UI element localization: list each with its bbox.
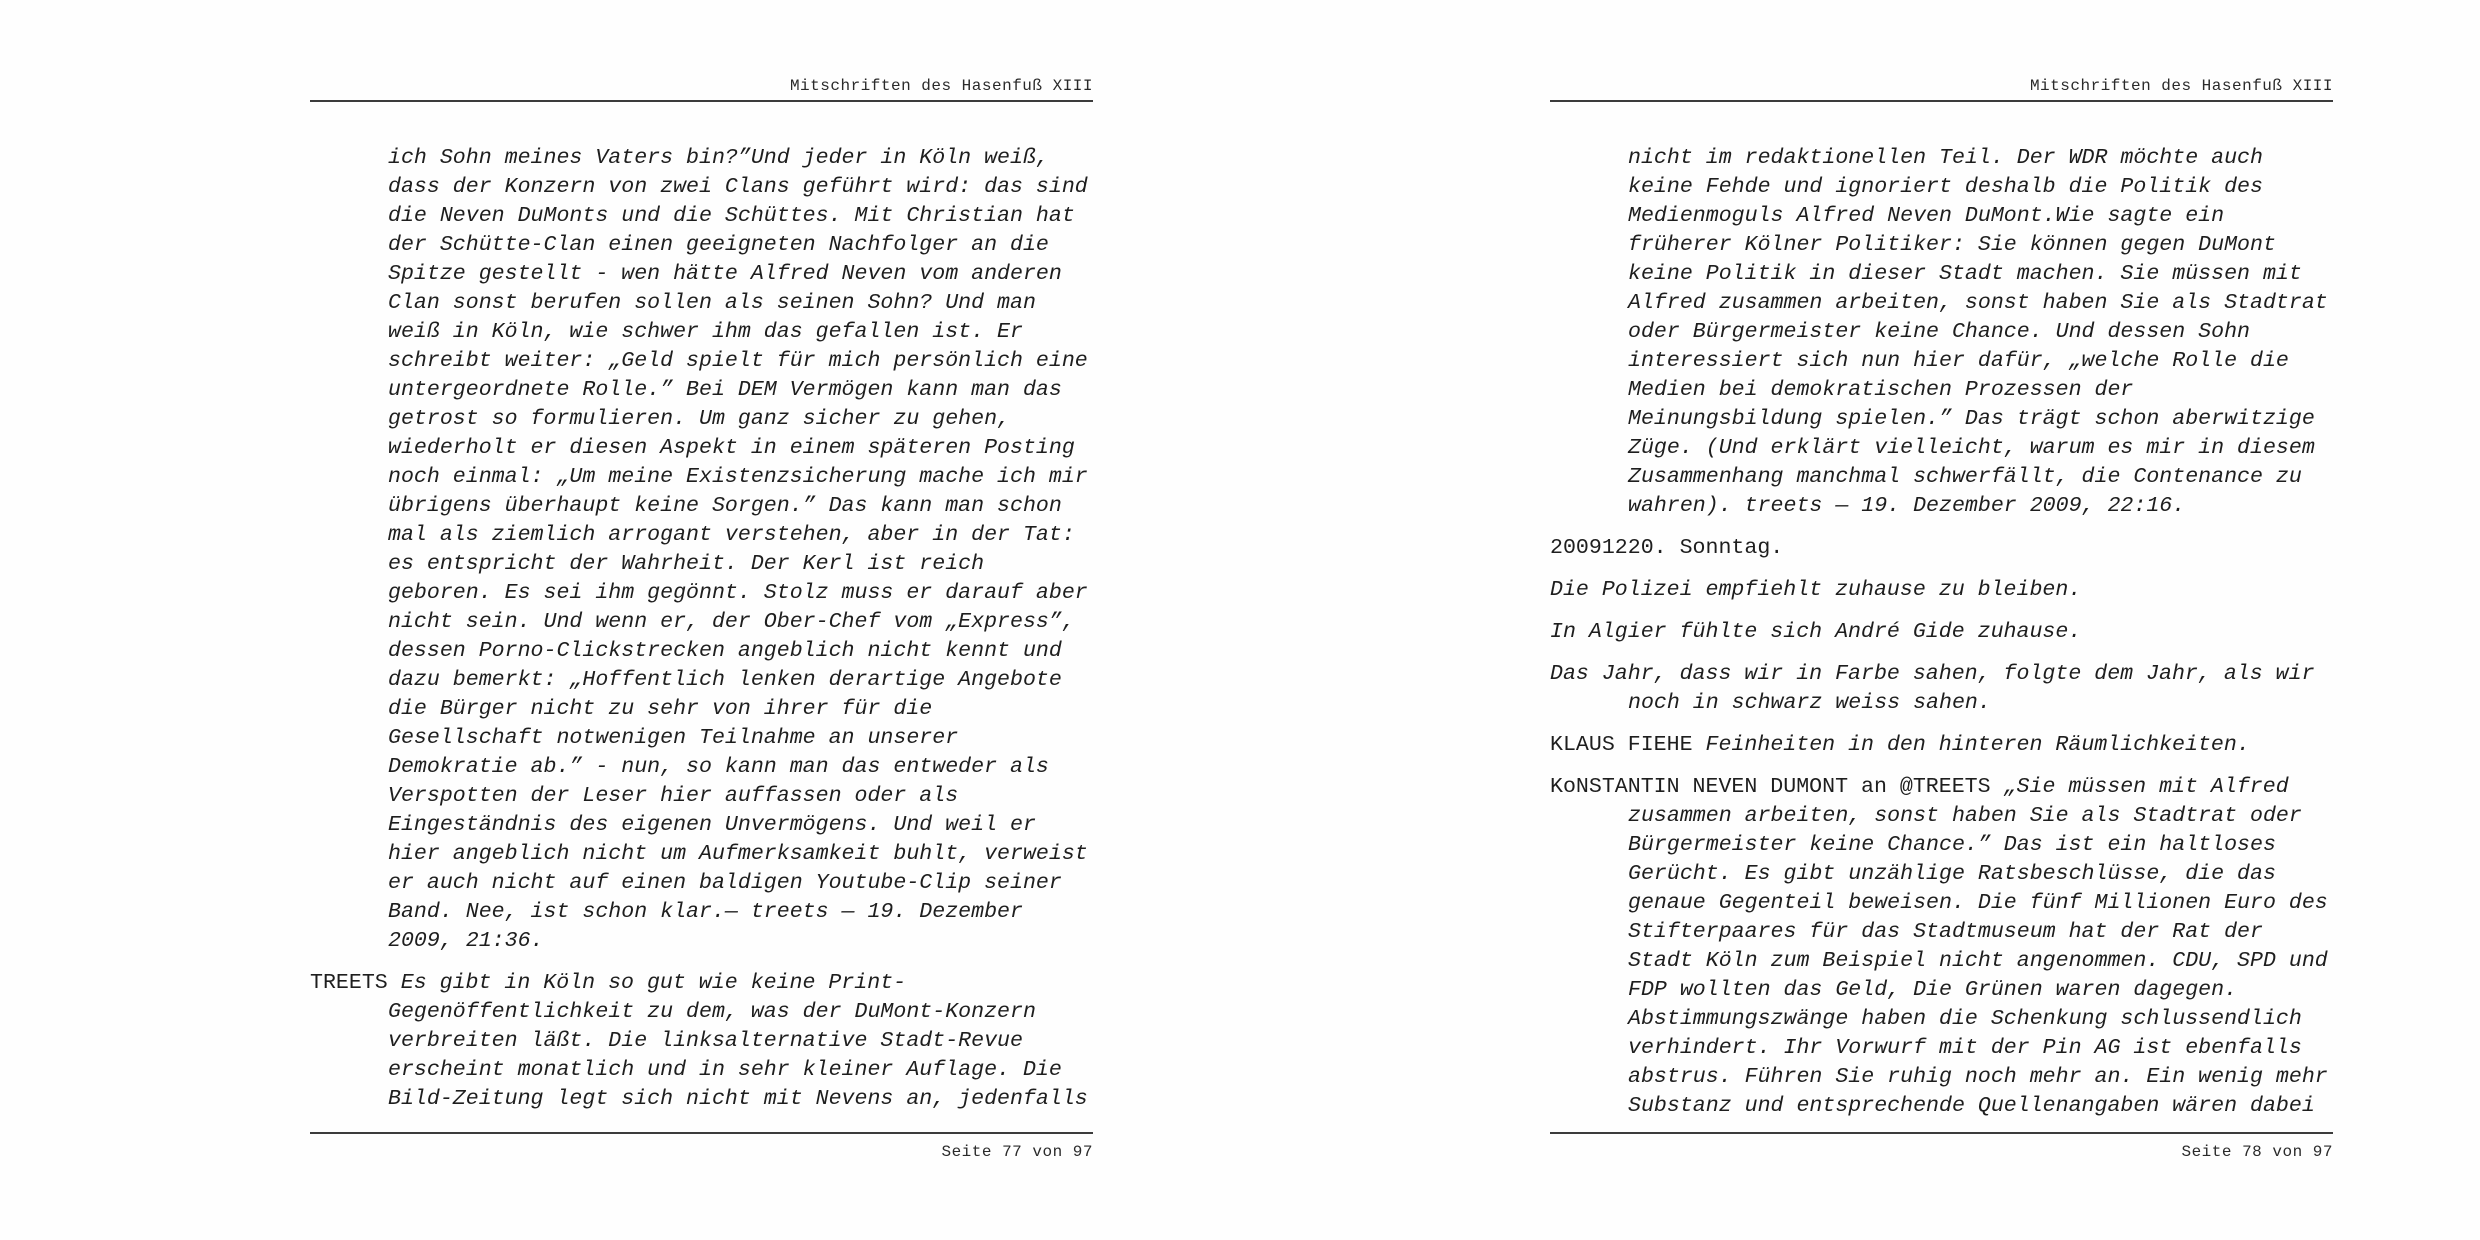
speaker-entry-paragraph <box>1550 773 2333 1121</box>
header-title: Mitschriften des Hasenfuß XIII <box>789 77 1093 95</box>
speaker-name: TREETS <box>310 971 388 995</box>
page-number: Seite 77 von 97 <box>941 1143 1093 1161</box>
page-number: Seite 78 von 97 <box>2181 1143 2333 1161</box>
aphorism-paragraph <box>1550 618 2333 647</box>
quote-continuation-paragraph <box>1550 144 2333 521</box>
page-body-left <box>310 144 1093 1126</box>
running-header-right <box>1550 0 2333 102</box>
quote-continuation-paragraph <box>310 144 1093 956</box>
page-footer-left <box>310 1132 1093 1161</box>
paragraph-text: Feinheiten in den hinteren Räumlichkeiten. <box>1705 733 2250 757</box>
speaker-entry-paragraph <box>310 969 1093 1114</box>
diary-date-paragraph <box>1550 534 2333 563</box>
paragraph-text: Die Polizei empfiehlt zuhause zu bleiben. <box>1550 578 2082 602</box>
paragraph-text: nicht im redaktionellen Teil. Der WDR möchte auch keine Fehde und ignoriert deshalb die Politik des Medienmoguls Alfred Neven DuMont.Wie sagte ein früherer Kölner Politiker: Sie können gegen DuMont keine Politik in dieser Stadt machen. Sie müssen mit Alfred zusammen arbeiten, sonst haben Sie als Stadtrat oder Bürgermeister keine Chance. Und dessen Sohn interessiert sich nun hier dafür, „welche Rolle die Medien bei demokratischen Prozessen der Meinungsbildung spielen.” Das trägt schon aberwitzige Züge. (Und erklärt vielleicht, warum es mir in diesem Zusammenhang manchmal schwerfällt, die Contenance zu wahren). treets — 19. Dezember 2009, 22:16. <box>1628 146 2328 518</box>
page-body-right <box>1550 144 2333 1126</box>
paragraph-text: ich Sohn meines Vaters bin?”Und jeder in Köln weiß, dass der Konzern von zwei Clans geführt wird: das sind die Neven DuMonts und die Schüttes. Mit Christian hat der Schütte-Clan einen geeigneten Nachfolger an die Spitze gestellt - wen hätte Alfred Neven vom anderen Clan sonst berufen sollen als seinen Sohn? Und man weiß in Köln, wie schwer ihm das gefallen ist. Er schreibt weiter: „Geld spielt für mich persönlich eine untergeordnete Rolle.” Bei DEM Vermögen kann man das getrost so formulieren. Um ganz sicher zu gehen, wiederholt er diesen Aspekt in einem späteren Posting noch einmal: „Um meine Existenzsicherung mache ich mir übrigens überhaupt keine Sorgen.” Das kann man schon mal als ziemlich arrogant verstehen, aber in der Tat: es entspricht der Wahrheit. Der Kerl ist reich geboren. Es sei ihm gegönnt. Stolz muss er darauf aber nicht sein. Und wenn er, der Ober-Chef vom „Express”, dessen Porno-Clickstrecken angeblich nicht kennt und dazu bemerkt: „Hoffentlich lenken derartige Angebote die Bürger nicht zu sehr von ihrer für die Gesellschaft notwenigen Teilnahme an unserer Demokratie ab.” - nun, so kann man das entweder als Verspotten der Leser hier auffassen oder als Eingeständnis des eigenen Unvermögens. Und weil er hier angeblich nicht um Aufmerksamkeit buhlt, verweist er auch nicht auf einen baldigen Youtube-Clip seiner Band. Nee, ist schon klar.— treets — 19. Dezember 2009, 21:36. <box>388 146 1088 953</box>
paragraph-text: Es gibt in Köln so gut wie keine Print-Gegenöffentlichkeit zu dem, was der DuMont-Konzern verbreiten läßt. Die linksalternative Stadt-Revue erscheint monatlich und in sehr kleiner Auflage. Die Bild-Zeitung legt sich nicht mit Nevens an, jedenfalls <box>388 971 1088 1111</box>
speaker-entry-paragraph <box>1550 731 2333 760</box>
paragraph-text: 20091220. Sonntag. <box>1550 536 1784 560</box>
speaker-name: KoNSTANTIN NEVEN DUMONT an @TREETS <box>1550 775 1991 799</box>
aphorism-paragraph <box>1550 576 2333 605</box>
running-header-left <box>310 0 1093 102</box>
aphorism-paragraph <box>1550 660 2333 718</box>
speaker-name: KLAUS FIEHE <box>1550 733 1693 757</box>
header-title: Mitschriften des Hasenfuß XIII <box>2029 77 2333 95</box>
page-right <box>1240 0 2480 1240</box>
paragraph-text: Das Jahr, dass wir in Farbe sahen, folgte dem Jahr, als wir noch in schwarz weiss sahen. <box>1550 662 2315 715</box>
paragraph-text: „Sie müssen mit Alfred zusammen arbeiten, sonst haben Sie als Stadtrat oder Bürgermeister keine Chance.” Das ist ein haltloses Gerücht. Es gibt unzählige Ratsbeschlüsse, die das genaue Gegenteil beweisen. Die fünf Millionen Euro des Stifterpaares für das Stadtmuseum hat der Rat der Stadt Köln zum Beispiel nicht angenommen. CDU, SPD und FDP wollten das Geld, Die Grünen waren dagegen. Abstimmungszwänge haben die Schenkung schlussendlich verhindert. Ihr Vorwurf mit der Pin AG ist ebenfalls abstrus. Führen Sie ruhig noch mehr an. Ein wenig mehr Substanz und entsprechende Quellenangaben wären dabei <box>1628 775 2328 1118</box>
paragraph-text: In Algier fühlte sich André Gide zuhause. <box>1550 620 2082 644</box>
page-footer-right <box>1550 1132 2333 1161</box>
